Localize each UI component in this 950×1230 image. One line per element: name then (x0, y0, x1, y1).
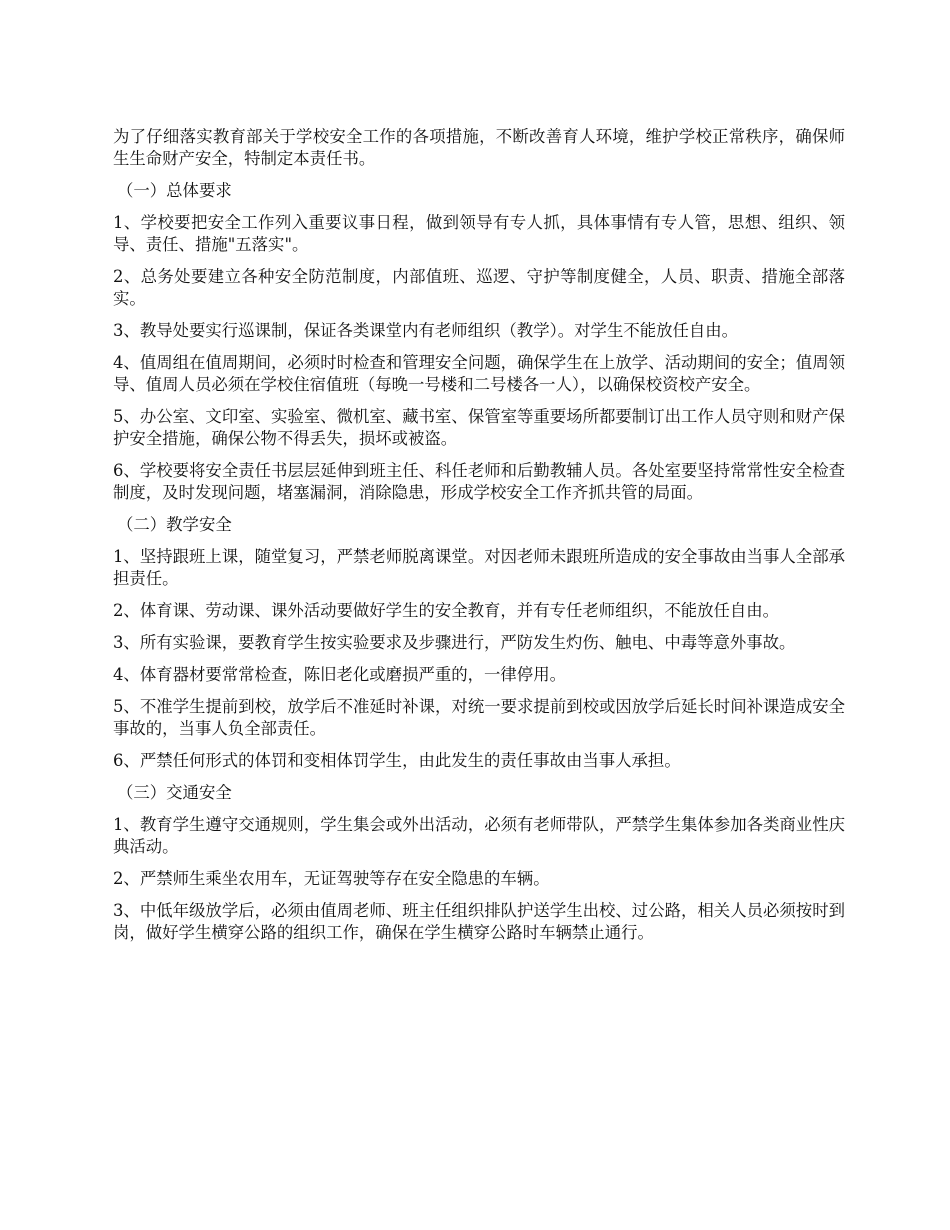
section-general-requirements (113, 180, 845, 504)
section-traffic-safety (113, 782, 845, 944)
document-page (113, 126, 845, 954)
list-item: 3、所有实验课，要教育学生按实验要求及步骤进行，严防发生灼伤、触电、中毒等意外事故。 (113, 633, 796, 652)
list-item: 1、学校要把安全工作列入重要议事日程，做到领导有专人抓，具体事情有专人管，思想、组织、领导、责任、措施"五落实"。 (113, 213, 845, 254)
list-item: 6、学校要将安全责任书层层延伸到班主任、科任老师和后勤教辅人员。各处室要坚持常常性安全检查制度，及时发现问题，堵塞漏洞，消除隐患，形成学校安全工作齐抓共管的局面。 (113, 461, 845, 502)
list-item: 2、严禁师生乘坐农用车，无证驾驶等存在安全隐患的车辆。 (113, 869, 550, 888)
list-item: 3、教导处要实行巡课制，保证各类课堂内有老师组织（教学）。对学生不能放任自由。 (113, 321, 739, 340)
section-heading: （二）教学安全 (117, 515, 232, 534)
list-item: 6、严禁任何形式的体罚和变相体罚学生，由此发生的责任事故由当事人承担。 (113, 751, 681, 770)
list-item: 5、办公室、文印室、实验室、微机室、藏书室、保管室等重要场所都要制订出工作人员守则和财产保护安全措施，确保公物不得丢失，损坏或被盗。 (113, 407, 845, 448)
list-item: 4、值周组在值周期间，必须时时检查和管理安全问题，确保学生在上放学、活动期间的安全；值周领导、值周人员必须在学校住宿值班（每晚一号楼和二号楼各一人），以确保校资校产安全。 (113, 353, 845, 394)
section-heading: （一）总体要求 (117, 181, 232, 200)
list-item: 2、总务处要建立各种安全防范制度，内部值班、巡逻、守护等制度健全，人员、职责、措施全部落实。 (113, 267, 845, 308)
list-item: 3、中低年级放学后，必须由值周老师、班主任组织排队护送学生出校、过公路，相关人员必须按时到岗，做好学生横穿公路的组织工作，确保在学生横穿公路时车辆禁止通行。 (113, 901, 845, 942)
intro-paragraph: 为了仔细落实教育部关于学校安全工作的各项措施，不断改善育人环境，维护学校正常秩序，确保师生生命财产安全，特制定本责任书。 (113, 127, 845, 168)
list-item: 5、不准学生提前到校，放学后不准延时补课，对统一要求提前到校或因放学后延长时间补课造成安全事故的，当事人负全部责任。 (113, 697, 845, 738)
section-teaching-safety (113, 514, 845, 772)
section-heading: （三）交通安全 (117, 783, 232, 802)
list-item: 1、教育学生遵守交通规则，学生集会或外出活动，必须有老师带队，严禁学生集体参加各类商业性庆典活动。 (113, 815, 845, 856)
list-item: 4、体育器材要常常检查，陈旧老化或磨损严重的，一律停用。 (113, 665, 566, 684)
list-item: 1、坚持跟班上课，随堂复习，严禁老师脱离课堂。对因老师未跟班所造成的安全事故由当事人全部承担责任。 (113, 547, 845, 588)
list-item: 2、体育课、劳动课、课外活动要做好学生的安全教育，并有专任老师组织，不能放任自由。 (113, 601, 780, 620)
